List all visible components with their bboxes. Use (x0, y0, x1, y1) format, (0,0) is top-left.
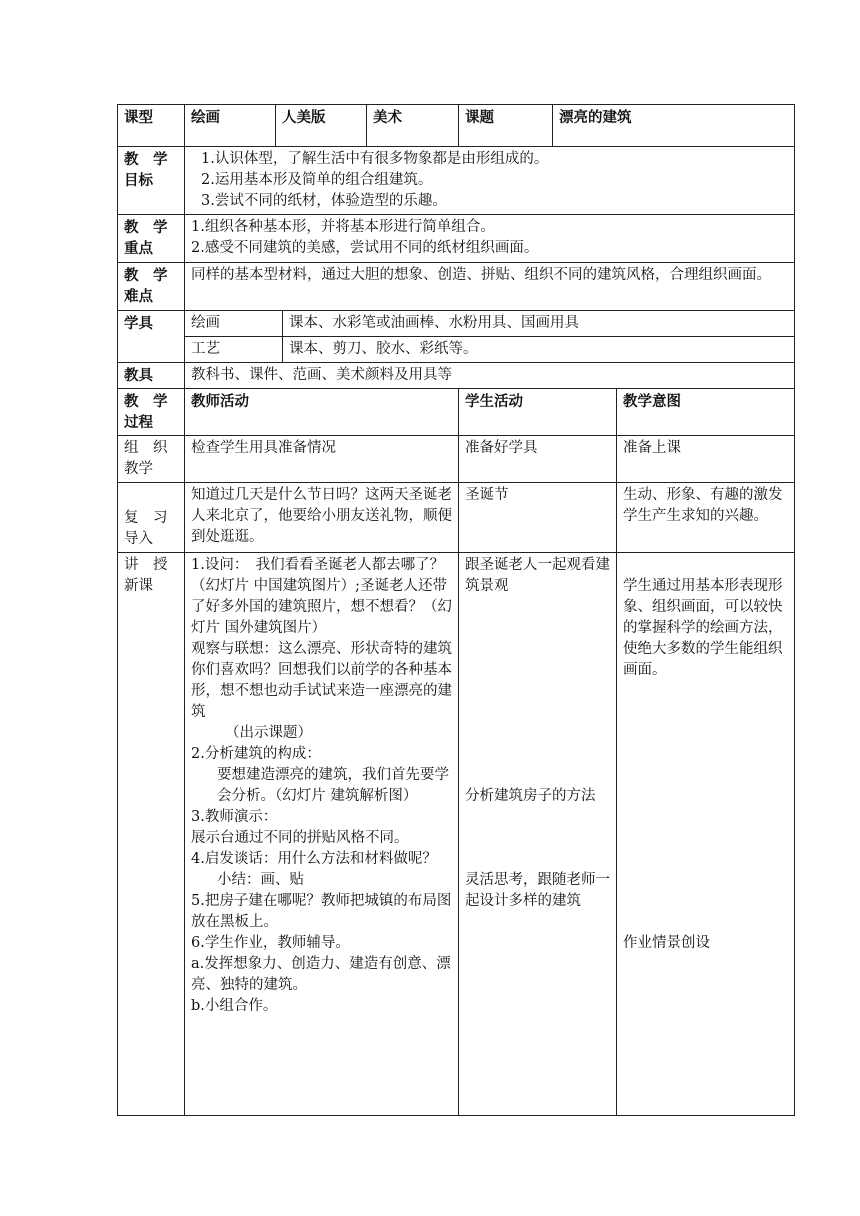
topic-label: 课题 (459, 105, 553, 147)
difficulties-label-line2: 难点 (124, 288, 153, 305)
tools-items: 课本、水彩笔或油画棒、水粉用具、国画用具 (283, 311, 795, 337)
student-step: 跟圣诞老人一起观看建筑景观 (465, 557, 610, 594)
review-label-line1: 复 习 (124, 510, 168, 526)
difficulties-label-line1: 教 学 (124, 267, 168, 284)
new-lesson-label (118, 553, 185, 1116)
goals-label-line2: 目标 (124, 172, 153, 189)
review-row (118, 483, 795, 553)
teacher-step: 要想建造漂亮的建筑，我们首先要学会分析。（幻灯片 建筑解析图） (217, 767, 449, 804)
tools-name: 绘画 (185, 311, 283, 337)
teacher-step: 4.启发谈话：用什么方法和材料做呢？ (191, 851, 437, 867)
teaching-aids-content: 教科书、课件、范画、美术颜料及用具等 (185, 363, 795, 389)
tools-row-2 (118, 337, 795, 363)
organize-row (118, 436, 795, 483)
key-points-label-line1: 教 学 (124, 219, 168, 236)
review-label (118, 483, 185, 553)
difficulties-label (118, 263, 185, 311)
student-step: 灵活思考，跟随老师一起设计多样的建筑 (465, 872, 610, 909)
teacher-step: 展示台通过不同的拼贴风格不同。 (191, 830, 409, 846)
lesson-plan-table (117, 104, 795, 1116)
teacher-step: （出示课题） (225, 725, 312, 741)
key-points-label-line2: 重点 (124, 240, 153, 257)
organize-teacher: 检查学生用具准备情况 (185, 436, 459, 483)
review-student: 圣诞节 (459, 483, 617, 553)
teacher-step: 3.教师演示： (191, 809, 278, 825)
organize-intent: 准备上课 (617, 436, 795, 483)
teaching-aids-row (118, 363, 795, 389)
teacher-step: 2.分析建筑的构成： (191, 746, 321, 762)
intent-gap (623, 555, 788, 576)
process-label (118, 389, 185, 436)
teacher-step: 5.把房子建在哪呢？教师把城镇的布局图放在黑板上。 (191, 893, 452, 930)
tools-name: 工艺 (185, 337, 283, 363)
process-header-row (118, 389, 795, 436)
organize-label-line2: 教学 (124, 461, 153, 477)
student-gap (465, 807, 610, 870)
goal-item: 1.认识体型，了解生活中有很多物象都是由形组成的。 (201, 151, 549, 167)
process-label-line1: 教 学 (124, 393, 168, 410)
teaching-aids-label: 教具 (118, 363, 185, 389)
tools-label: 学具 (118, 311, 185, 363)
intent-step: 学生通过用基本形表现形象、组织画面，可以较快的掌握科学的绘画方法，使绝大多数的学生能组织画面。 (623, 578, 783, 678)
teacher-step: a.发挥想象力、创造力、建造有创意、漂亮、独特的建筑。 (191, 956, 451, 993)
teacher-step: b.小组合作。 (191, 998, 278, 1014)
tools-items: 课本、剪刀、胶水、彩纸等。 (283, 337, 795, 363)
teacher-step: 6.学生作业，教师辅导。 (191, 935, 350, 951)
key-points-row (118, 215, 795, 263)
review-teacher: 知道过几天是什么节日吗？这两天圣诞老人来北京了，他要给小朋友送礼物，顺便到处逛逛。 (185, 483, 459, 553)
student-gap (465, 597, 610, 786)
goals-content (185, 147, 795, 215)
teaching-intent-header: 教学意图 (617, 389, 795, 436)
process-label-line2: 过程 (124, 414, 153, 431)
difficulties-content: 同样的基本型材料，通过大胆的想象、创造、拼贴、组织不同的建筑风格，合理组织画面。 (185, 263, 795, 311)
goal-item: 2.运用基本形及简单的组合组建筑。 (201, 172, 433, 188)
new-lesson-label-line2: 新课 (124, 578, 153, 594)
topic-value: 漂亮的建筑 (553, 105, 795, 147)
student-activity-header: 学生活动 (459, 389, 617, 436)
teacher-step: 观察与联想：这么漂亮、形状奇特的建筑你们喜欢吗？回想我们以前学的各种基本形，想不想也动手试试来造一座漂亮的建筑 (191, 641, 452, 720)
teacher-activity-header: 教师活动 (185, 389, 459, 436)
new-lesson-teacher (185, 553, 459, 1116)
teacher-step: 小结：画、贴 (217, 872, 304, 888)
review-intent: 生动、形象、有趣的激发学生产生求知的兴趣。 (617, 483, 795, 553)
edition-cell: 人美版 (276, 105, 367, 147)
new-lesson-row (118, 553, 795, 1116)
goals-label (118, 147, 185, 215)
teacher-step: 1.设问： 我们看看圣诞老人都去哪了？（幻灯片 中国建筑图片）;圣诞老人还带了好多外国的建筑照片，想不想看？（幻灯片 国外建筑图片） (191, 557, 452, 636)
goal-item: 3.尝试不同的纸材，体验造型的乐趣。 (201, 193, 447, 209)
new-lesson-label-line1: 讲 授 (124, 557, 168, 573)
subject-cell: 美术 (367, 105, 459, 147)
organize-label (118, 436, 185, 483)
review-label-line2: 导入 (124, 531, 153, 547)
key-point-item: 2.感受不同建筑的美感，尝试用不同的纸材组织画面。 (191, 240, 539, 256)
difficulties-row (118, 263, 795, 311)
course-type-label: 课型 (118, 105, 185, 147)
course-type-value: 绘画 (185, 105, 276, 147)
key-points-content (185, 215, 795, 263)
organize-student: 准备好学具 (459, 436, 617, 483)
key-point-item: 1.组织各种基本形，并将基本形进行简单组合。 (191, 219, 495, 235)
goals-row (118, 147, 795, 215)
intent-gap (623, 681, 788, 933)
new-lesson-student (459, 553, 617, 1116)
header-row (118, 105, 795, 147)
intent-step: 作业情景创设 (623, 935, 710, 951)
tools-row-1 (118, 311, 795, 337)
student-step: 分析建筑房子的方法 (465, 788, 596, 804)
key-points-label (118, 215, 185, 263)
new-lesson-intent (617, 553, 795, 1116)
organize-label-line1: 组 织 (124, 440, 168, 456)
goals-label-line1: 教 学 (124, 151, 168, 168)
